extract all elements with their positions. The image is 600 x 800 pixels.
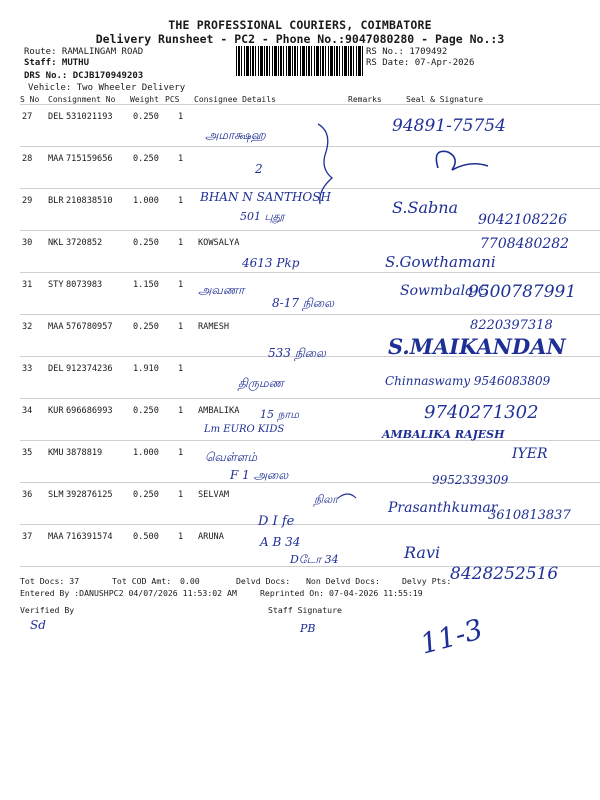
hw-r37-signature: Ravi — [404, 543, 441, 562]
row-destination: KMU — [48, 448, 64, 458]
row-pcs: 1 — [178, 490, 184, 500]
hw-r33-signature: Chinnaswamy 9546083809 — [385, 374, 551, 388]
hw-r29-address: BHAN N SANTHOSH — [200, 190, 331, 204]
hw-r34-signature: AMBALIKA RAJESH — [382, 428, 505, 441]
row-sno: 33 — [22, 364, 33, 374]
entered-by: Entered By :DANUSHPC2 04/07/2026 11:53:02 AM — [20, 588, 237, 598]
row-sno: 29 — [22, 196, 33, 206]
row-destination: SLM — [48, 490, 64, 500]
row-sno: 31 — [22, 280, 33, 290]
route: Route: RAMALINGAM ROAD — [24, 47, 144, 57]
row-weight: 1.000 — [133, 196, 159, 206]
col-pcs: PCS — [165, 95, 180, 104]
hw-r33-address: திருமண — [238, 376, 284, 390]
row-consignee: KOWSALYA — [198, 238, 240, 248]
row-weight: 0.250 — [133, 322, 159, 332]
hw-r32-phone: 8220397318 — [470, 318, 553, 333]
row-sno: 27 — [22, 112, 33, 122]
drs-number: DRS No.: DCJB170949203 — [24, 71, 144, 81]
row-consignment-no: 392876125 — [66, 490, 113, 500]
row-consignment-no: 716391574 — [66, 532, 113, 542]
row-destination: MAA — [48, 154, 64, 164]
row-pcs: 1 — [178, 322, 184, 332]
rs-date: RS Date: 07-Apr-2026 — [366, 58, 475, 68]
hw-verified-mark: Sd — [30, 618, 46, 632]
row-weight: 0.250 — [133, 238, 159, 248]
col-consignment: Consignment No — [48, 95, 116, 104]
row-consignment-no: 531021193 — [66, 112, 113, 122]
vehicle: Vehicle: Two Wheeler Delivery — [28, 83, 186, 93]
row-pcs: 1 — [178, 406, 184, 416]
hw-r31-phone: 9500787991 — [468, 282, 577, 302]
hw-r36-signature: Prasanthkumar — [388, 500, 498, 516]
hw-r34-address-2: Lm EURO KIDS — [204, 424, 285, 435]
r28-signature-stroke — [436, 151, 488, 170]
r36-address-stroke — [338, 494, 356, 498]
row-consignment-no: 210838510 — [66, 196, 113, 206]
non-delvd-docs: Non Delvd Docs: — [306, 576, 380, 586]
row-pcs: 1 — [178, 196, 184, 206]
hw-r36-phone: 3610813837 — [488, 508, 571, 523]
row-sno: 30 — [22, 238, 33, 248]
row-weight: 0.250 — [133, 406, 159, 416]
runsheet-subtitle: Delivery Runsheet - PC2 - Phone No.:9047080280 - Page No.:3 — [95, 32, 505, 46]
row-pcs: 1 — [178, 280, 184, 290]
hw-r37-address-2: Dடோ 34 — [290, 553, 339, 566]
verified-by: Verified By — [20, 605, 75, 615]
hw-r35-phone: 9952339309 — [432, 473, 509, 487]
row-destination: MAA — [48, 532, 64, 542]
row-destination: DEL — [48, 364, 64, 374]
row-weight: 1.910 — [133, 364, 159, 374]
row-destination: NKL — [48, 238, 64, 248]
row-consignment-no: 576780957 — [66, 322, 113, 332]
hw-r31-address: அவணா — [198, 283, 245, 297]
row-pcs: 1 — [178, 448, 184, 458]
col-seal-signature: Seal & Signature — [406, 95, 484, 104]
hw-r27-address: அமாக்ஷஹ — [205, 128, 266, 142]
row-consignment-no: 8073983 — [66, 280, 103, 290]
hw-r34-phone: 9740271302 — [424, 402, 539, 423]
row-pcs: 1 — [178, 364, 184, 374]
hw-r32-address: 533 நிலை — [268, 346, 326, 360]
hw-r37-address: A B 34 — [260, 535, 301, 549]
col-sno: S No — [20, 95, 40, 104]
row-sno: 35 — [22, 448, 33, 458]
hw-r31-signature: Sowmbala C — [400, 283, 489, 299]
hw-r29-phone: 9042108226 — [478, 212, 568, 228]
row-sno: 32 — [22, 322, 33, 332]
row-weight: 0.250 — [133, 112, 159, 122]
row-sno: 34 — [22, 406, 33, 416]
hw-r32-signature: S.MAIKANDAN — [388, 334, 566, 359]
hw-r36-address: நிலா — [314, 493, 338, 506]
tot-cod-value: 0.00 — [180, 576, 200, 586]
hw-r29-address-2: 501 புதூ — [240, 210, 285, 223]
row-consignee: RAMESH — [198, 322, 230, 332]
hw-r31-address-2: 8-17 நிலை — [272, 296, 335, 310]
row-consignment-no: 715159656 — [66, 154, 113, 164]
row-sno: 28 — [22, 154, 33, 164]
hw-r34-address: 15 நாம — [260, 408, 300, 421]
staff: Staff: MUTHU — [24, 58, 90, 68]
hw-r35-address-2: F 1 அலை — [230, 468, 289, 482]
staff-signature-label: Staff Signature — [268, 605, 342, 615]
row-consignment-no: 3720852 — [66, 238, 103, 248]
col-consignee: Consignee Details — [194, 95, 276, 104]
row-weight: 0.500 — [133, 532, 159, 542]
hw-r28-note: 2 — [255, 162, 263, 176]
hw-r27-phone: 94891-75754 — [392, 116, 506, 136]
row-weight: 1.000 — [133, 448, 159, 458]
row-pcs: 1 — [178, 154, 184, 164]
row-destination: STY — [48, 280, 64, 290]
company-name: THE PROFESSIONAL COURIERS, COIMBATORE — [168, 18, 432, 32]
row-destination: BLR — [48, 196, 64, 206]
row-destination: DEL — [48, 112, 64, 122]
row-consignment-no: 3878819 — [66, 448, 103, 458]
tot-docs: Tot Docs: 37 — [20, 576, 80, 586]
row-pcs: 1 — [178, 112, 184, 122]
hw-delvy-pts-value: 8428252516 — [450, 564, 559, 584]
hw-r30-phone: 7708480282 — [480, 236, 570, 252]
row-consignment-no: 696686993 — [66, 406, 113, 416]
row-consignee: ARUNA — [198, 532, 224, 542]
delvy-pts: Delvy Pts: — [402, 576, 452, 586]
row-weight: 1.150 — [133, 280, 159, 290]
row-consignment-no: 912374236 — [66, 364, 113, 374]
hw-r35-address: வெள்ளம் — [205, 450, 258, 464]
hw-r30-address: 4613 Pkp — [242, 256, 300, 270]
row-destination: MAA — [48, 322, 64, 332]
row-weight: 0.250 — [133, 154, 159, 164]
hw-r30-signature: S.Gowthamani — [385, 253, 496, 271]
rs-number: RS No.: 1709492 — [366, 47, 448, 57]
tot-cod-label: Tot COD Amt: — [112, 576, 172, 586]
row-sno: 36 — [22, 490, 33, 500]
row-destination: KUR — [48, 406, 64, 416]
hw-r29-signature: S.Sabna — [392, 198, 459, 217]
row-consignee: SELVAM — [198, 490, 230, 500]
reprinted-on: Reprinted On: 07-04-2026 11:55:19 — [260, 588, 423, 598]
row-pcs: 1 — [178, 532, 184, 542]
hw-scribble: 11-3 — [416, 612, 487, 661]
row-sno: 37 — [22, 532, 33, 542]
row-consignee: AMBALIKA — [198, 406, 240, 416]
col-weight: Weight — [130, 95, 159, 104]
row-weight: 0.250 — [133, 490, 159, 500]
row-pcs: 1 — [178, 238, 184, 248]
col-remarks: Remarks — [348, 95, 382, 104]
hw-r34-signature-2: IYER — [512, 446, 548, 462]
hw-staff-mark: PB — [300, 622, 316, 635]
hw-r36-address-2: D I fe — [258, 514, 295, 529]
delvd-docs: Delvd Docs: — [236, 576, 291, 586]
bracket-stroke — [318, 124, 332, 204]
